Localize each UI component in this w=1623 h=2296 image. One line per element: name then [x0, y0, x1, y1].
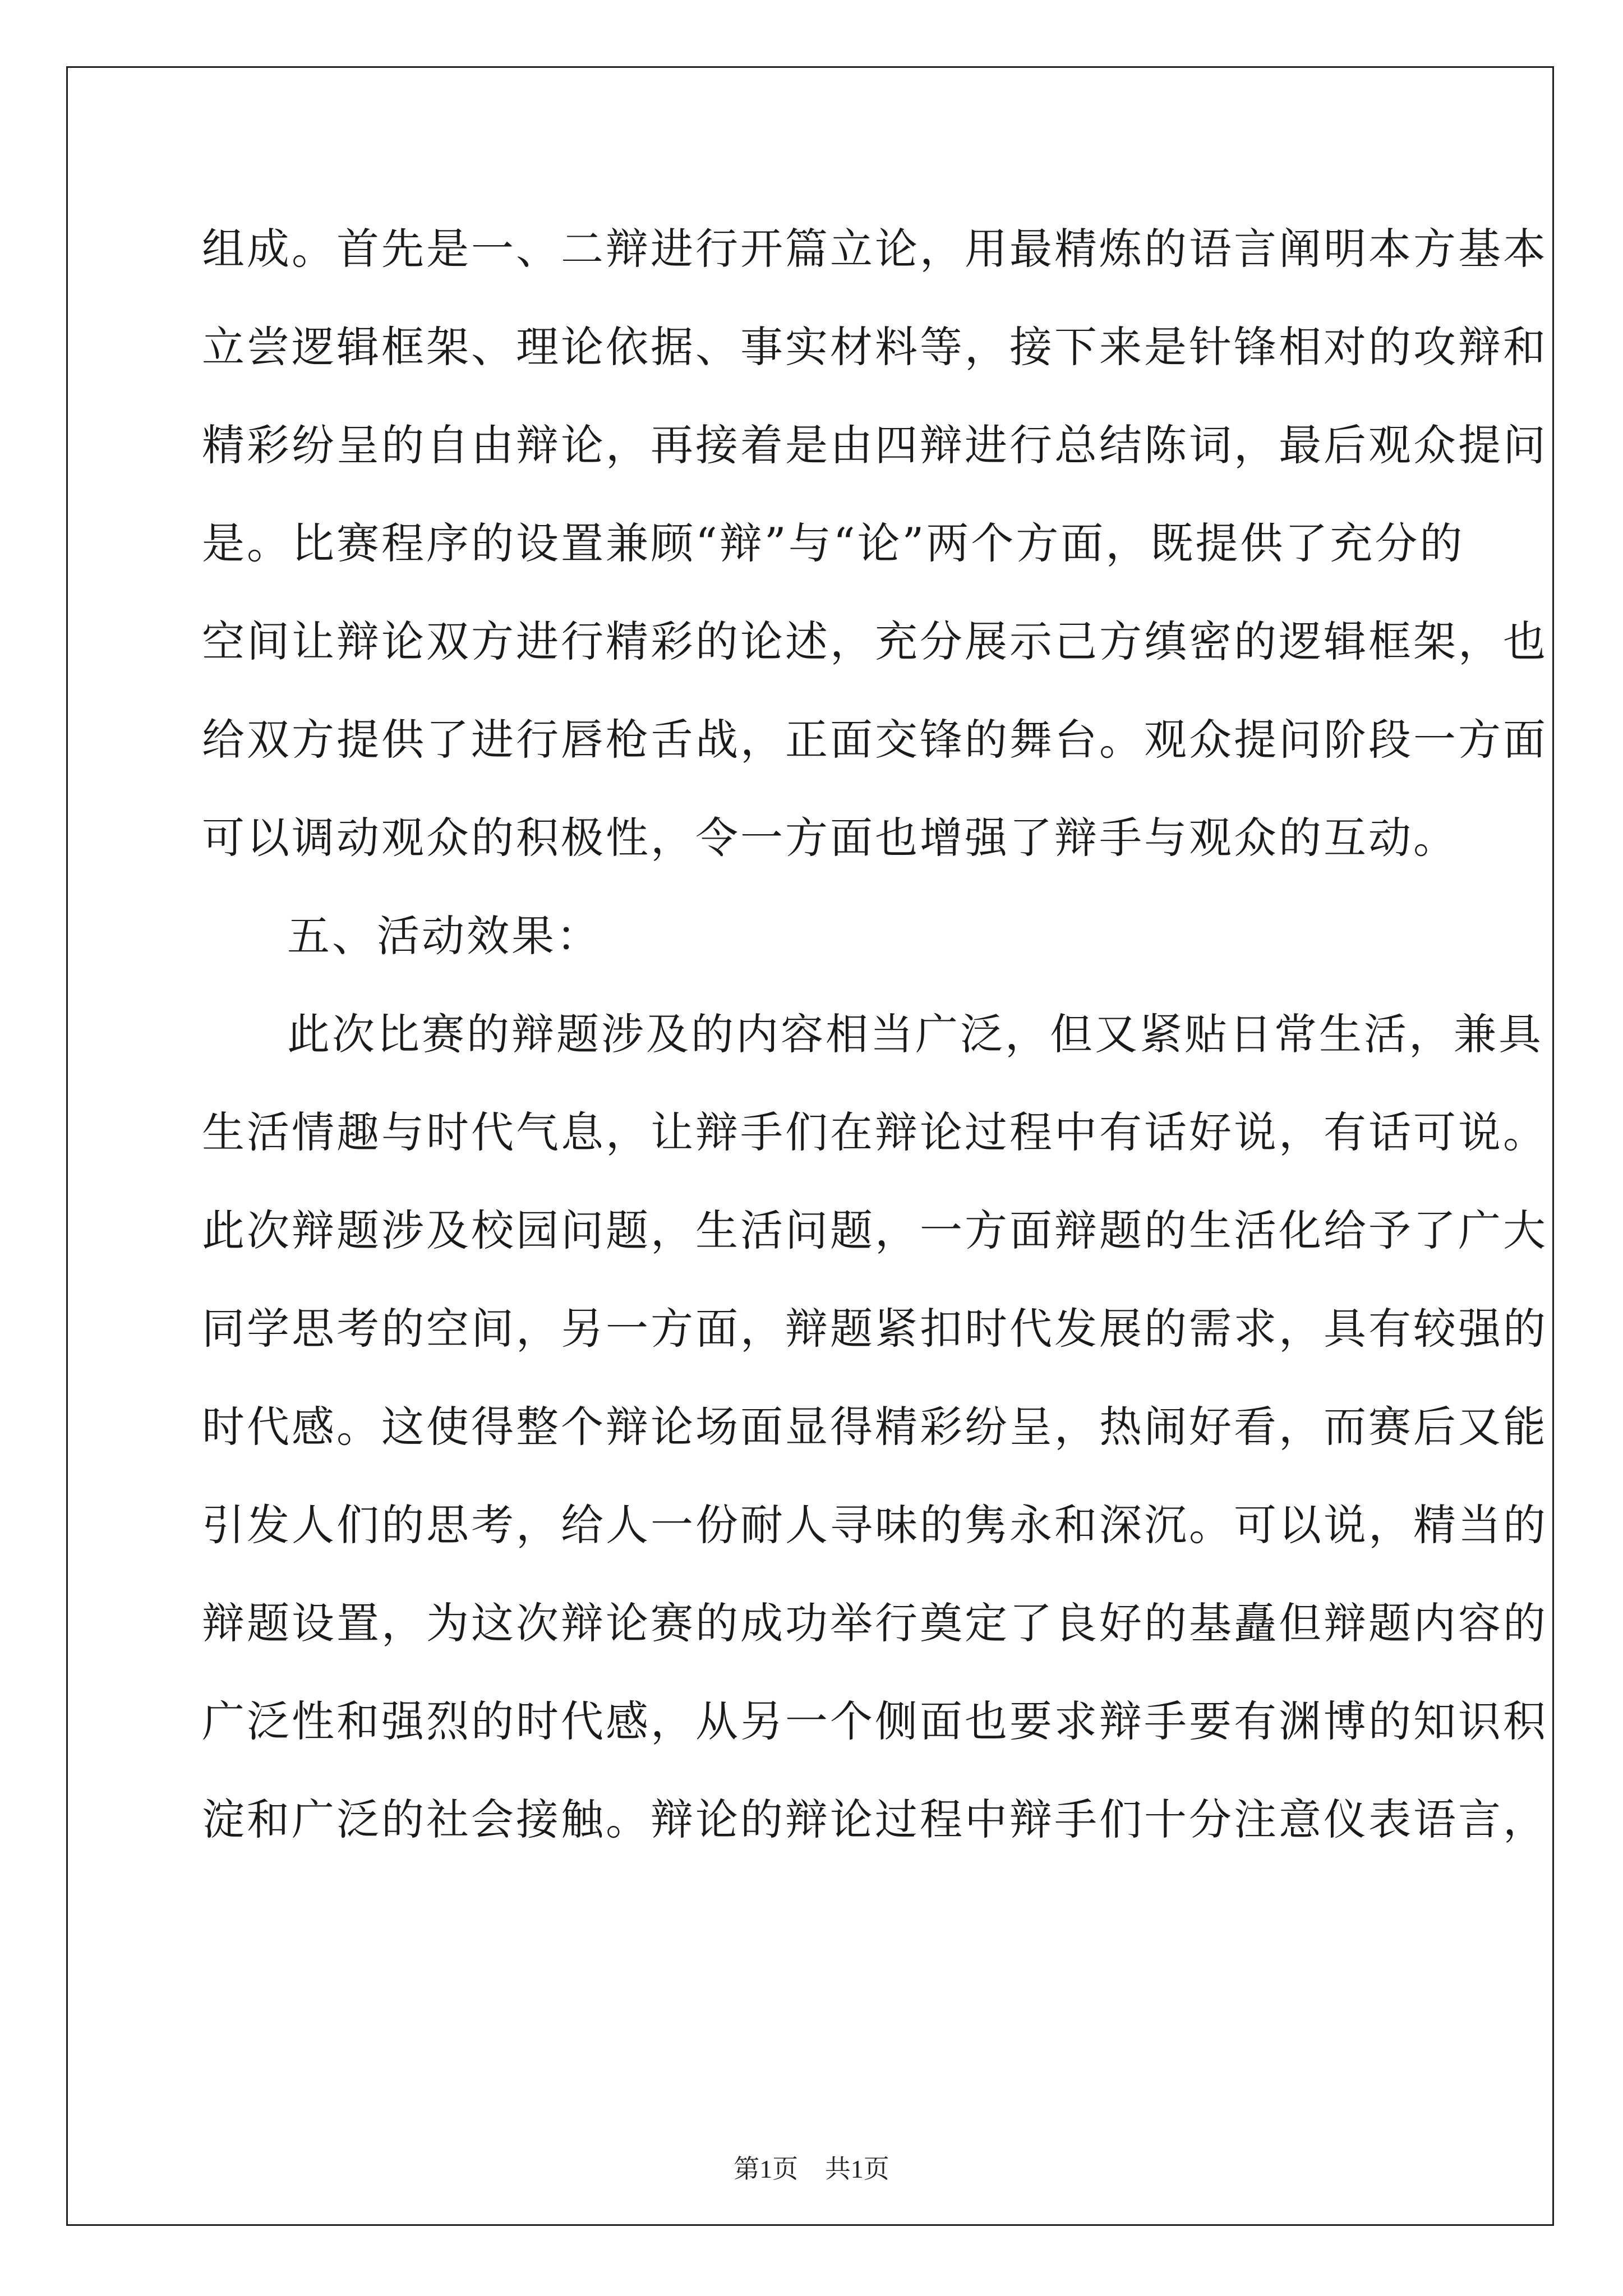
text-line: 辩题设置，为这次辩论赛的成功举行奠定了良好的基矗但辩题内容的 — [202, 1598, 1548, 1648]
text-line: 此次比赛的辩题涉及的内容相当广泛，但又紧贴日常生活，兼具 — [287, 1009, 1543, 1059]
text-line: 广泛性和强烈的时代感，从另一个侧面也要求辩手要有渊博的知识积 — [202, 1696, 1548, 1746]
text-line: 此次辩题涉及校园问题，生活问题，一方面辩题的生活化给予了广大 — [202, 1205, 1548, 1255]
page-total: 共1页 — [824, 2155, 889, 2183]
text-line: 时代感。这使得整个辩论场面显得精彩纷呈，热闹好看，而赛后又能 — [202, 1402, 1548, 1452]
text-line: 给双方提供了进行唇枪舌战，正面交锋的舞台。观众提问阶段一方面 — [202, 715, 1548, 765]
text-line: 可以调动观众的积极性，令一方面也增强了辩手与观众的互动。 — [202, 813, 1458, 863]
text-line: 空间让辩论双方进行精彩的论述，充分展示己方缜密的逻辑框架，也 — [202, 616, 1548, 666]
text-line: 是。比赛程序的设置兼顾“辩”与“论”两个方面，既提供了充分的 — [202, 518, 1465, 568]
text-line: 立尝逻辑框架、理论依据、事实材料等，接下来是针锋相对的攻辩和 — [202, 322, 1548, 372]
page-footer — [0, 2148, 1623, 2185]
text-line: 组成。首先是一、二辩进行开篇立论，用最精炼的语言阐明本方基本 — [202, 224, 1548, 274]
text-line: 生活情趣与时代气息，让辩手们在辩论过程中有话好说，有话可说。 — [202, 1107, 1548, 1157]
text-line: 精彩纷呈的自由辩论，再接着是由四辩进行总结陈词，最后观众提问 — [202, 420, 1548, 470]
text-line: 淀和广泛的社会接触。辩论的辩论过程中辩手们十分注意仪表语言， — [202, 1795, 1548, 1844]
text-line: 引发人们的思考，给人一份耐人寻味的隽永和深沉。可以说，精当的 — [202, 1500, 1548, 1550]
text-line: 同学思考的空间，另一方面，辩题紧扣时代发展的需求，具有较强的 — [202, 1304, 1548, 1354]
section-heading: 五、活动效果： — [287, 911, 601, 961]
document-body — [202, 200, 1548, 1869]
page-number: 第1页 — [734, 2155, 799, 2183]
